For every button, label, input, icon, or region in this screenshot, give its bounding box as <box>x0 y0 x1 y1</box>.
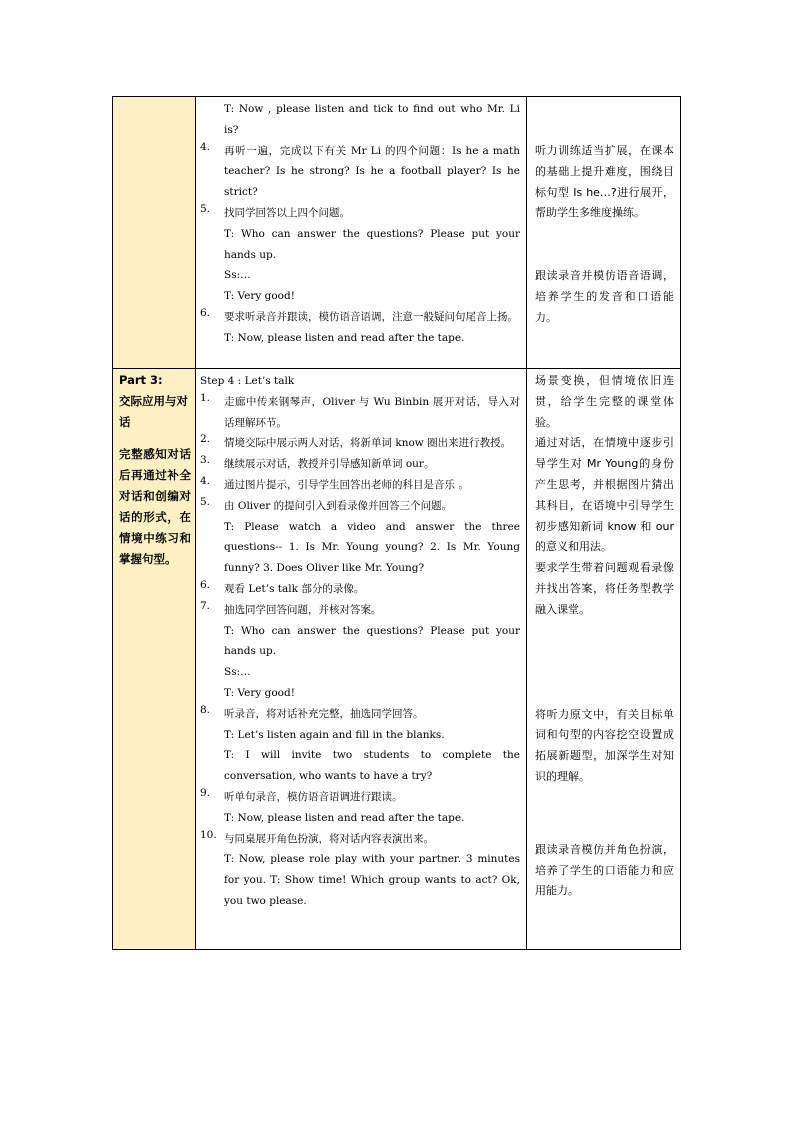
procedure-text: 要求听录音并跟读，模仿语音语调，注意一般疑问句尾音上扬。 <box>224 310 518 323</box>
list-item <box>200 787 520 808</box>
step-number: 9. <box>200 786 211 799</box>
step-title: Step 4 : Let’s talk <box>200 375 295 387</box>
list-item <box>200 99 520 141</box>
procedure-text: 听单句录音，模仿语音语调进行跟读。 <box>224 790 403 803</box>
teacher-line: T: Very good! <box>224 290 295 303</box>
teacher-line: T: Now, please listen and read after the tape. <box>224 811 465 824</box>
table-row <box>113 369 681 950</box>
step-number: 5. <box>200 495 211 508</box>
list-item <box>200 496 520 517</box>
procedure-cell <box>196 97 527 369</box>
list-item <box>200 704 520 725</box>
step-number: 1. <box>200 391 211 404</box>
list-item <box>200 475 520 496</box>
design-note: 听力训练适当扩展，在课本的基础上提升难度，围绕目标句型 Is he…?进行展开，帮助学生多维度操练。 <box>535 144 674 220</box>
procedure-text: 情境交际中展示两人对话，将新单词 know 圈出来进行教授。 <box>224 437 512 450</box>
procedure-text: 再听一遍，完成以下有关 Mr Li 的四个问题：Is he a math teacher? Is he strong? Is he a football player? Is he strict? <box>224 144 520 199</box>
step-number: 2. <box>200 433 211 446</box>
teacher-line: T: Who can answer the questions? Please put your hands up. <box>224 624 520 658</box>
stage-cell <box>113 369 196 950</box>
teacher-line: T: Very good! <box>224 686 295 699</box>
student-line: Ss:… <box>224 269 251 282</box>
step-number: 4. <box>200 474 211 487</box>
procedure-text: 由 Oliver 的提问引入到看录像并回答三个问题。 <box>224 499 453 512</box>
teacher-line: T: Now, please role play with your partner. 3 minutes for you. T: Show time! Which group wants to act? Ok, you two please. <box>224 853 520 907</box>
design-note: 场景变换，但情境依旧连贯，给学生完整的课堂体验。 <box>535 374 674 429</box>
student-line: Ss:… <box>224 666 251 679</box>
list-item <box>200 433 520 454</box>
list-item <box>200 392 520 434</box>
step-number: 5. <box>200 202 211 215</box>
part-title: Part 3: <box>119 373 163 387</box>
list-item <box>200 203 520 224</box>
procedure-cell <box>196 369 527 950</box>
design-note: 跟读录音模仿并角色扮演，培养了学生的口语能力和应用能力。 <box>535 842 674 898</box>
teacher-line: T: I will invite two students to complete the conversation, who wants to have a try? <box>224 749 520 783</box>
step-number: 8. <box>200 703 211 716</box>
part-description: 完整感知对话后再通过补全对话和创编对话的形式，在情境中练习和掌握句型。 <box>119 447 191 566</box>
design-note: 将听力原文中，有关目标单词和句型的内容挖空设置成拓展新题型，加深学生对知识的理解。 <box>535 707 674 783</box>
step-number: 4. <box>200 140 211 153</box>
list-item <box>200 579 520 600</box>
design-note: 跟读录音并模仿语音语调，培养学生的发音和口语能力。 <box>535 269 674 324</box>
notes-cell <box>527 97 681 369</box>
procedure-text: 抽选同学回答问题，并核对答案。 <box>224 603 382 616</box>
step-number: 6. <box>200 578 211 591</box>
step-number: 3. <box>200 454 211 467</box>
teacher-line: T: Please watch a video and answer the three questions-- 1. Is Mr. Young young? 2. Is Mr. Young funny? 3. Does Oliver like Mr. Young? <box>224 520 520 575</box>
procedure-text: T: Now , please listen and tick to find out who Mr. Li is? <box>224 103 520 136</box>
teacher-line: T: Now, please listen and read after the tape. <box>224 331 465 344</box>
list-item <box>200 600 520 621</box>
list-item <box>200 829 520 850</box>
procedure-text: 观看 Let’s talk 部分的录像。 <box>224 582 365 595</box>
list-item <box>200 141 520 203</box>
step-number: 6. <box>200 306 211 319</box>
stage-cell-empty <box>113 97 196 369</box>
procedure-text: 与同桌展开角色扮演，将对话内容表演出来。 <box>224 832 434 845</box>
procedure-text: 找同学回答以上四个问题。 <box>224 206 350 219</box>
procedure-text: 继续展示对话，教授并引导感知新单词 our。 <box>224 458 435 471</box>
lesson-plan-table <box>112 96 681 950</box>
step-number: 10. <box>200 828 217 841</box>
design-note: 通过对话，在情境中逐步引导学生对 Mr Young的身份产生思考，并根据图片猜出其科目，在语境中引导学生初步感知新词 know 和 our 的意义和用法。 <box>535 436 674 554</box>
table-row <box>113 97 681 369</box>
design-note: 要求学生带着问题观看录像并找出答案，将任务型教学融入课堂。 <box>535 561 674 616</box>
list-item <box>200 454 520 475</box>
step-number: 7. <box>200 599 211 612</box>
teacher-line: T: Who can answer the questions? Please put your hands up. <box>224 227 520 261</box>
teacher-line: T: Let’s listen again and fill in the blanks. <box>224 728 445 741</box>
list-item <box>200 307 520 328</box>
part-name: 交际应用与对话 <box>119 394 188 429</box>
procedure-text: 听录音，将对话补充完整，抽选同学回答。 <box>224 707 424 720</box>
procedure-text: 走廊中传来钢琴声，Oliver 与 Wu Binbin 展开对话，导入对话理解环节。 <box>224 395 520 429</box>
notes-cell <box>527 369 681 950</box>
procedure-text: 通过图片提示，引导学生回答出老师的科目是音乐 。 <box>224 478 469 491</box>
